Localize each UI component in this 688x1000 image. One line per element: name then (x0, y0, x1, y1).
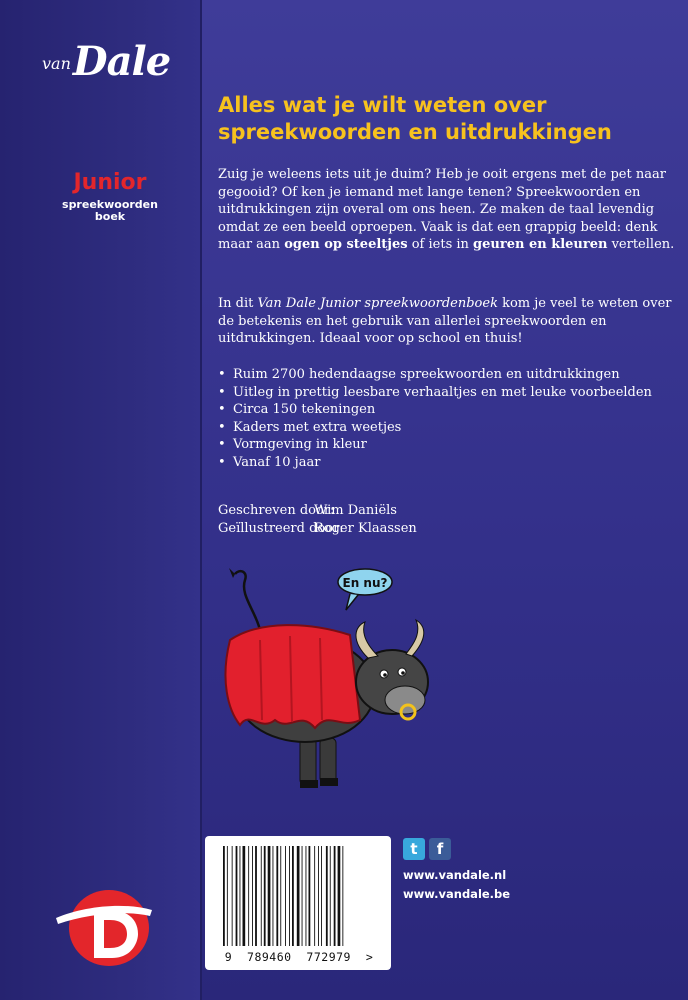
speech-bubble-tail (346, 594, 358, 610)
intro-text-c: vertellen. (607, 237, 675, 252)
barcode-bar (309, 846, 311, 946)
speech-text: En nu? (342, 576, 388, 590)
feature-item: • Vormgeving in kleur (218, 436, 676, 454)
bull-illustration (200, 560, 460, 820)
barcode-bar (255, 846, 257, 946)
barcode-bar (264, 846, 266, 946)
intro2-book-title: Van Dale Junior spreekwoordenboek (257, 296, 498, 311)
barcode-number (213, 950, 385, 964)
barcode-bar (276, 846, 278, 946)
headline-line1: Alles wat je wilt weten over (218, 93, 547, 117)
bull-tail (235, 571, 260, 630)
barcode-bar (326, 846, 328, 946)
credit-illustrator-name: Roger Klaassen (314, 521, 417, 536)
series-subtitle-line2: boek (94, 210, 126, 223)
series-subtitle-line1: spreekwoorden (62, 198, 158, 211)
social-links (403, 838, 451, 860)
barcode-bar (268, 846, 271, 946)
facebook-icon[interactable]: f (429, 838, 451, 860)
barcode-bar (285, 846, 286, 946)
spine-panel (0, 0, 200, 1000)
headline-line2: spreekwoorden en uitdrukkingen (218, 120, 612, 144)
intro2-text-a: In dit (218, 296, 258, 311)
barcode-bar (236, 846, 238, 946)
series-subtitle (56, 199, 164, 223)
url-be[interactable]: www.vandale.be (403, 887, 511, 901)
intro-text-a: Zuig je weleens iets uit je duim? Heb je ooit ergens met de pet naar gegooid? Of ken je iemand met lange tenen? Spreekwoorden en uitdrukkingen zijn overal om ons heen. Ze maken de taal levendig omdat ze een beeld oproepen. Vaak is dat een grappig beeld: denk maar aan (218, 167, 666, 252)
barcode-bar (280, 846, 281, 946)
website-links (403, 866, 510, 904)
barcode-group-1: 789460 (247, 950, 292, 964)
logo-van: van (42, 54, 71, 73)
barcode-bar (292, 846, 294, 946)
barcode-bar (297, 846, 300, 946)
headline (218, 92, 678, 146)
barcode-bar (330, 846, 331, 946)
bull-horn (356, 622, 378, 658)
credit-illustrator-label: Geïllustreerd door: (218, 521, 344, 536)
barcode-bar (252, 846, 253, 946)
feature-item: • Kaders met extra weetjes (218, 419, 676, 437)
feature-item: • Ruim 2700 hedendaagse spreekwoorden en uitdrukkingen (218, 366, 676, 384)
barcode-bar (342, 846, 343, 946)
twitter-icon[interactable]: t (403, 838, 425, 860)
barcode-bar (273, 846, 274, 946)
bull-hoof (300, 780, 318, 788)
credits (218, 502, 417, 538)
credit-author-label: Geschreven door: (218, 503, 335, 518)
bull-leg (320, 738, 336, 783)
barcode-bar (314, 846, 315, 946)
intro-paragraph-1 (218, 166, 676, 254)
bull-pupil (401, 671, 405, 675)
intro-paragraph-2 (218, 295, 676, 348)
feature-item: • Vanaf 10 jaar (218, 454, 676, 472)
barcode-bar (321, 846, 322, 946)
barcode-bar (232, 846, 233, 946)
barcode-bar (261, 846, 262, 946)
intro-bold-1: ogen op steeltjes (284, 237, 408, 252)
van-dale-d-logo (54, 880, 154, 980)
barcode-bar (306, 846, 307, 946)
barcode-bar (318, 846, 319, 946)
barcode-bar (289, 846, 290, 946)
url-nl[interactable]: www.vandale.nl (403, 868, 507, 882)
feature-item: • Uitleg in prettig leesbare verhaaltjes en met leuke voorbeelden (218, 384, 676, 402)
barcode-bar (243, 846, 246, 946)
series-title: Junior (73, 170, 147, 195)
intro-text-b: of iets in (407, 237, 474, 252)
barcode-bar (302, 846, 303, 946)
feature-item: • Circa 150 tekeningen (218, 401, 676, 419)
barcode-bar (223, 846, 225, 946)
bull-hoof (320, 778, 338, 786)
barcode-bar (227, 846, 228, 946)
credit-author (218, 502, 417, 520)
intro-bold-2: geuren en kleuren (473, 237, 608, 252)
intro2-text-b: kom je veel te weten over de betekenis en het gebruik van allerlei spreekwoorden en uitdrukkingen. Ideaal voor op school en thuis! (218, 296, 672, 346)
bull-pupil (383, 673, 387, 677)
bull-horn (406, 620, 424, 656)
bull-tail-tip (229, 568, 235, 578)
barcode-arrow: > (365, 950, 374, 964)
barcode-first-digit: 9 (224, 950, 233, 964)
barcode (205, 836, 391, 970)
logo-dale: Dale (72, 38, 171, 85)
barcode-bar (338, 846, 341, 946)
credit-illustrator (218, 520, 417, 538)
van-dale-logo (42, 38, 170, 85)
bull-snout (385, 686, 425, 714)
barcode-bar (240, 846, 241, 946)
barcode-bar (248, 846, 249, 946)
barcode-bar (334, 846, 336, 946)
feature-list (218, 366, 676, 471)
credit-author-name: Wim Daniëls (314, 503, 397, 518)
barcode-group-2: 772979 (306, 950, 351, 964)
